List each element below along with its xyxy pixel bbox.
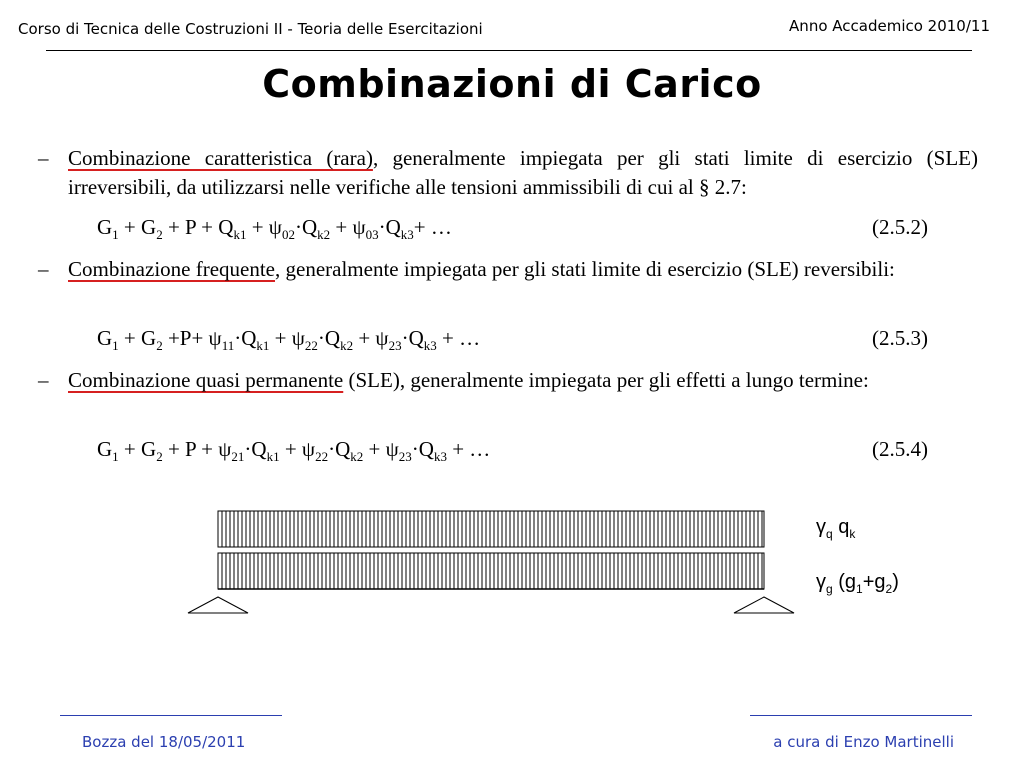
footer-right-rule bbox=[750, 715, 972, 716]
bullet-dash: – bbox=[38, 257, 49, 281]
beam-load-diagram bbox=[180, 500, 820, 620]
desc-frequente: , generalmente impiegata per gli stati limite di esercizio (SLE) reversibili: bbox=[275, 257, 895, 281]
eq-number-2-5-2: (2.5.2) bbox=[872, 215, 928, 239]
list-item-rara bbox=[38, 144, 978, 204]
footer-left-rule bbox=[60, 715, 282, 716]
left-support-icon bbox=[188, 597, 248, 613]
term-quasi-permanente: Combinazione quasi permanente bbox=[68, 368, 344, 392]
header-divider bbox=[46, 50, 972, 51]
academic-year: Anno Accademico 2010/11 bbox=[789, 17, 990, 35]
label-gamma-g: $\gamma_g$ $(g_1+g_2)$ bbox=[816, 571, 899, 596]
page-title: Combinazioni di Carico bbox=[262, 62, 762, 106]
author: a cura di Enzo Martinelli bbox=[773, 733, 954, 751]
formula-frequente: $G_1 + G_2 +P+ \psi_{11}\cdot Q_{k1} + \psi_{22}\cdot Q_{k2} + \psi_{23}\cdot Q_{k3}$ + … bbox=[97, 326, 481, 354]
bullet-dash: – bbox=[38, 146, 49, 170]
list-item-quasi-permanente bbox=[38, 366, 978, 426]
list-item-frequente bbox=[38, 255, 978, 315]
eq-number-2-5-4: (2.5.4) bbox=[872, 437, 928, 461]
formula-rara: $G_1 + G_2 + P + Q_{k1} + \psi_{02}\cdot Q_{k2} + \psi_{03}\cdot Q_{k3}+$ … bbox=[97, 215, 452, 243]
formula-quasi-permanente: $G_1 + G_2 + P + \psi_{21}\cdot Q_{k1} + \psi_{22}\cdot Q_{k2} + \psi_{23}\cdot Q_{k3}$ + … bbox=[97, 437, 491, 465]
variable-load-block bbox=[218, 511, 764, 547]
desc-rara: , generalmente impiegata per gli stati limite di esercizio (SLE) irreversibili, da utilizzarsi nelle verifiche alle tensioni ammissibili di cui al § 2.7: bbox=[68, 146, 978, 199]
right-support-icon bbox=[734, 597, 794, 613]
eq-number-2-5-3: (2.5.3) bbox=[872, 326, 928, 350]
term-frequente: Combinazione frequente bbox=[68, 257, 276, 281]
course-header: Corso di Tecnica delle Costruzioni II - Teoria delle Esercitazioni bbox=[18, 20, 483, 38]
term-rara: Combinazione caratteristica (rara) bbox=[68, 146, 373, 170]
permanent-load-block bbox=[218, 553, 764, 589]
bullet-dash: – bbox=[38, 368, 49, 392]
label-gamma-q: $\gamma_q$ $q_k$ bbox=[816, 516, 856, 541]
desc-quasi-permanente: (SLE), generalmente impiegata per gli effetti a lungo termine: bbox=[343, 368, 869, 392]
draft-date: Bozza del 18/05/2011 bbox=[82, 733, 246, 751]
